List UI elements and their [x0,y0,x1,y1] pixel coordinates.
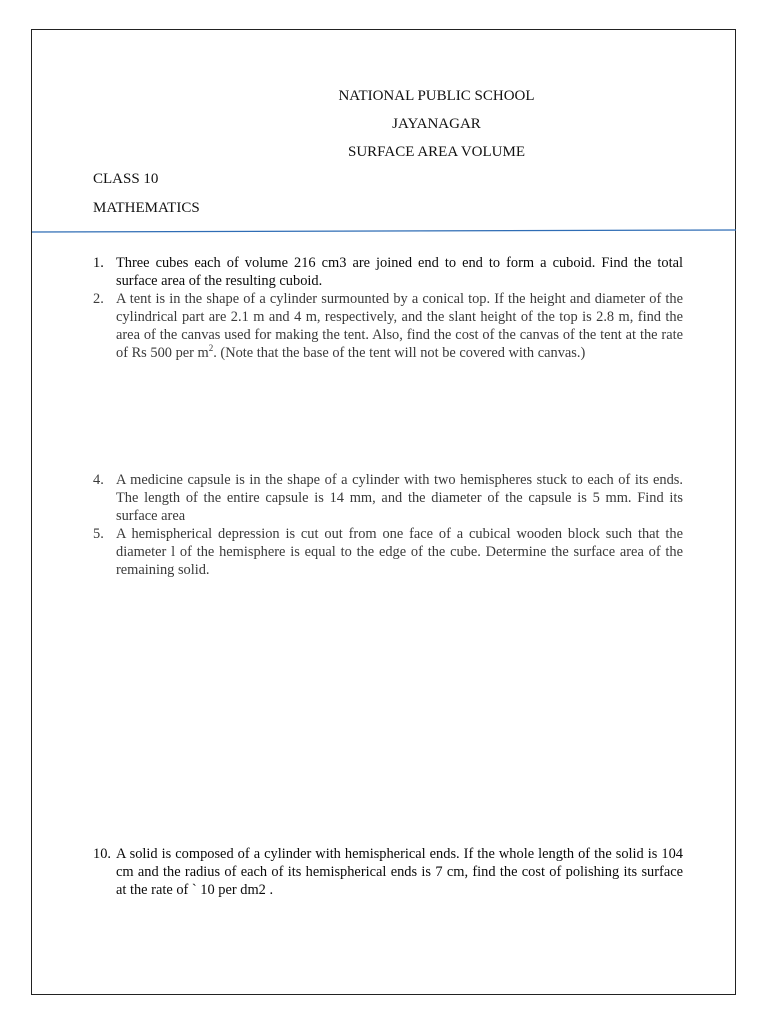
question-number: 10. [93,846,111,862]
question-number: 2. [93,291,104,307]
question-number: 4. [93,472,104,488]
question-5 [93,525,683,579]
question-block-1 [93,254,683,362]
superscript: 2 [208,343,214,353]
question-number: 5. [93,526,104,542]
question-block-3 [93,845,683,899]
question-text: Three cubes each of volume 216 cm3 are joined end to end to form a cuboid. Find the total surface area of the resulting cuboid. [116,255,683,289]
question-text: A solid is composed of a cylinder with hemispherical ends. If the whole length of the solid is 104 cm and the radius of each of its hemispherical ends is 7 cm, find the cost of polishing its surface at the rate of ` 10 per dm2 . [116,846,683,898]
question-text-continued: . (Note that the base of the tent will not be covered with canvas.) [213,345,586,361]
question-2 [93,290,683,362]
question-1 [93,254,683,290]
question-text: A medicine capsule is in the shape of a cylinder with two hemispheres stuck to each of its ends. The length of the entire capsule is 14 mm, and the diameter of the capsule is 5 mm. Find its surface area [116,472,683,524]
question-4 [93,471,683,525]
question-text: A hemispherical depression is cut out from one face of a cubical wooden block such that the diameter l of the hemisphere is equal to the edge of the cube. Determine the surface area of the remaining solid. [116,526,683,578]
school-location: JAYANAGAR [392,116,481,132]
question-block-2 [93,471,683,579]
worksheet-topic: SURFACE AREA VOLUME [348,144,525,160]
question-number: 1. [93,255,104,271]
header-divider [32,229,736,233]
subject-label: MATHEMATICS [93,200,200,216]
divider-line [32,230,736,232]
class-label: CLASS 10 [93,171,159,187]
question-10 [93,845,683,899]
question-text: A tent is in the shape of a cylinder surmounted by a conical top. If the height and diameter of the cylindrical part are 2.1 m and 4 m, respectively, and the slant height of the top is 2.8 m, find the area of the canvas used for making the tent. Also, find the cost of the canvas of the tent at the rate of Rs 500 per m [116,291,683,361]
school-name: NATIONAL PUBLIC SCHOOL [338,88,535,104]
